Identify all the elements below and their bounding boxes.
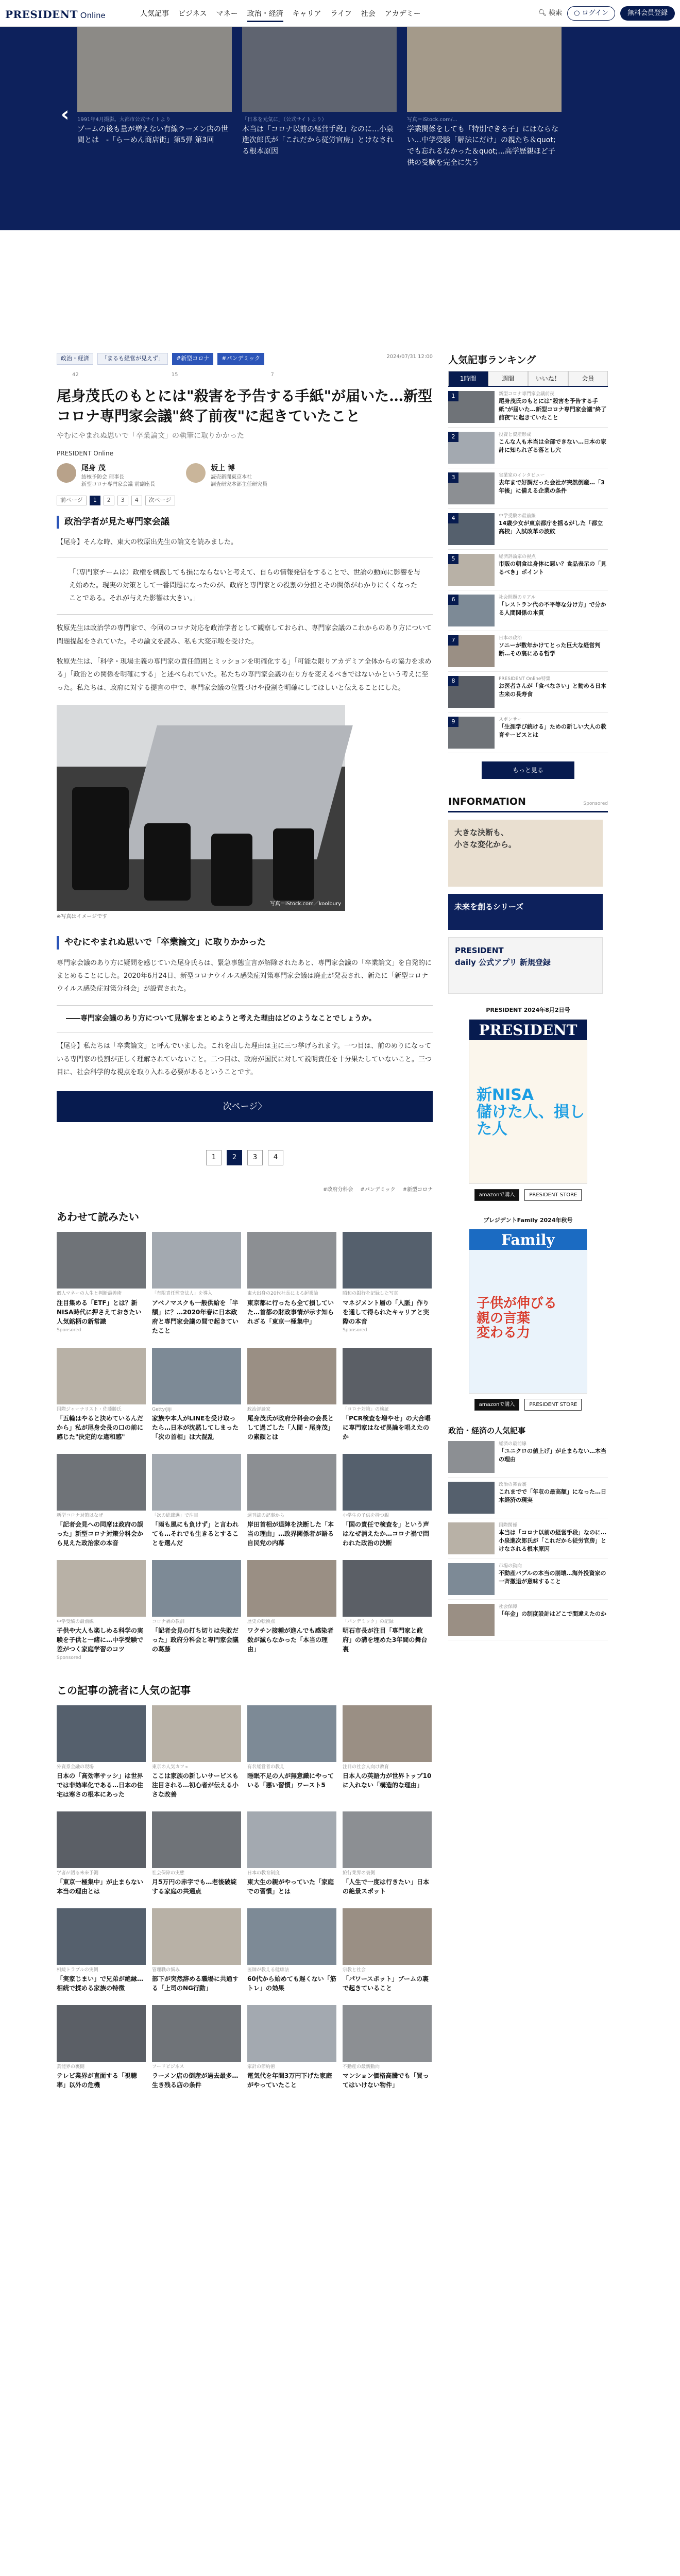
rank-title: 去年まで好調だった会社が突然倒産…「3年後」に備える企業の条件 — [499, 479, 605, 494]
rank-number: 2 — [448, 432, 458, 442]
article-card[interactable] — [247, 1811, 336, 1897]
card-title: ワクチン接種が進んでも感染者数が減らなかった「本当の理由」 — [247, 1627, 334, 1653]
card-image — [152, 1811, 241, 1868]
paragraph: 【尾身】私たちは「卒業論文」と呼んでいました。これを出した理由は主に三つ挙げられます。一つ目は、前のめりになっている専門家の役割が正しく理解されていないこと。二つ目は、政府が国民に対して説明責任を十分果たしていないこと。三つ目に、社会科学的な視点を取り入れる必要があるということです。 — [57, 1042, 432, 1077]
card-title: 「人生で一度は行きたい」日本の絶景スポット — [343, 1878, 430, 1895]
tab-members[interactable]: 会員 — [568, 371, 608, 386]
page-link[interactable]: 2 — [227, 1150, 242, 1165]
nav-item-business[interactable]: ビジネス — [178, 10, 207, 18]
page-link[interactable]: 2 — [104, 496, 114, 505]
nav-item-popular[interactable]: 人気記事 — [140, 10, 169, 18]
rank-number: 1 — [448, 391, 458, 401]
ad-banner[interactable]: 大きな決断も、 小さな変化から。 — [448, 820, 603, 887]
card-category: 医師が教える健康法 — [247, 1967, 290, 1973]
card-sponsored: Sponsored — [57, 1655, 81, 1661]
tag[interactable]: 政治・経済 — [57, 353, 93, 365]
article-card[interactable] — [343, 1560, 432, 1662]
politics-title: 「年金」の制度設計はどこで間違えたのか — [499, 1610, 606, 1617]
hero-card[interactable]: 1991年4月撮影。大都市公式サイトより ブームの後も量が増えない有線ラーメン店の世間とは -「らーめん商店街」第5弾 第3回 — [77, 27, 232, 146]
politics-list — [448, 1437, 608, 1640]
politics-thumbnail — [448, 1563, 495, 1595]
publish-date: 2024/07/31 12:00 — [386, 354, 433, 360]
card-image — [57, 1454, 146, 1511]
photo-credit: 写真＝iStock.com／koolbury — [269, 901, 341, 907]
rank-number: 3 — [448, 472, 458, 483]
carousel-prev-icon[interactable]: ‹ — [61, 103, 70, 126]
pager-prev[interactable]: 前ページ — [57, 496, 87, 505]
card-title: 「パワースポット」ブームの裏で起きていること — [343, 1975, 429, 1992]
ranking-item[interactable] — [448, 672, 608, 713]
card-title: 尾身茂氏が政府分科会の会長として過ごした「人間・尾身茂」の素顔とは — [247, 1414, 334, 1440]
page-link[interactable]: 4 — [131, 496, 142, 505]
article-card[interactable] — [152, 1454, 241, 1549]
card-image — [57, 1348, 146, 1404]
card-image — [152, 1908, 241, 1965]
bottom-hashtags — [57, 1186, 433, 1194]
article-card[interactable] — [57, 1560, 146, 1662]
ranking-title: 人気記事ランキング — [448, 354, 536, 366]
card-title: 「雨も風にも負けず」と言われても…それでも生きるとすることを選んだ — [152, 1520, 239, 1547]
article-subtitle: やむにやまれぬ思いで「卒業論文」の執筆に取りかかった — [57, 432, 244, 440]
tab-likes[interactable]: いいね！ — [528, 371, 568, 386]
card-category: 外資系金融の現場 — [57, 1764, 94, 1770]
card-category: 注目の社会人向け教育 — [343, 1764, 389, 1770]
rank-title: こんな人も本当は全部できない…日本の家計に知られざる落とし穴 — [499, 438, 606, 453]
article-card[interactable] — [247, 1454, 336, 1549]
card-image — [247, 1454, 336, 1511]
card-category: 学者が語る未来予測 — [57, 1870, 99, 1876]
rank-number: 6 — [448, 595, 458, 605]
site-logo[interactable]: PRESIDENT Online — [5, 8, 106, 21]
card-image — [247, 1348, 336, 1404]
card-image — [247, 1811, 336, 1868]
card-image — [247, 1232, 336, 1289]
rank-title: ソニーが数年かけてとった巨大な経営判断…その裏にある哲学 — [499, 641, 601, 657]
author[interactable]: 尾身 茂 結核予防会 理事長 新型コロナ専門家会議 前副座長 — [57, 463, 155, 488]
card-title: 「記者会見の打ち切りは失敗だった」政府分科会と専門家会議の葛藤 — [152, 1627, 239, 1653]
article-source: PRESIDENT Online — [57, 450, 113, 457]
article-card[interactable] — [343, 2005, 432, 2091]
card-title: テレビ業界が直面する「視聴率」以外の危機 — [57, 2072, 137, 2089]
card-category: 社会保障の実態 — [152, 1870, 185, 1876]
rank-meta: 日本の政治 — [499, 635, 522, 641]
card-image — [57, 1560, 146, 1617]
page-link[interactable]: 3 — [117, 496, 128, 505]
article-card[interactable] — [57, 1232, 146, 1336]
site-header — [0, 0, 680, 27]
card-category: 「パンデミック」の記録 — [343, 1619, 394, 1624]
card-category: 家計の節約術 — [247, 2064, 276, 2070]
rank-meta: PRESIDENT Online特集 — [499, 676, 551, 682]
card-category: 東京の人気カフェ — [152, 1764, 189, 1770]
article-card[interactable] — [343, 1811, 432, 1897]
politics-item[interactable] — [448, 1518, 608, 1559]
blockquote: 「（専門家チームは）政権を刺激しても損にならないと考えて、自らの情報発信をすることで、世論の動向に影響を与え始めた。現実の対策として一番問題になったのが、政府と専門家との役割の分担とその関係がわかりにくくなったことである。それが与えた影響は大きい。」 — [57, 557, 433, 615]
article-title: 尾身茂氏のもとには"殺害を予告する手紙"が届いた…新型コロナ専門家会議"終了前夜"に起きていたこと — [57, 387, 433, 425]
article-card[interactable] — [343, 1454, 432, 1549]
card-title: 電気代を年間3万円下げた家庭がやっていたこと — [247, 2072, 332, 2089]
rank-number: 8 — [448, 676, 458, 686]
avatar — [57, 463, 76, 483]
paragraph: 牧原先生は政治学の専門家で、今回のコロナ対応を政治学者として観察しておられ、専門家会議のこれからのあり方について問題提起をされていた。その論文を読み、私も大変示唆を受けた。 — [57, 624, 432, 646]
tab-hour[interactable]: 1時間 — [448, 371, 488, 386]
card-image — [57, 2005, 146, 2062]
ranking-tabs — [448, 371, 608, 387]
magazine-cover[interactable]: Family 子供が伸びる 親の言葉 変わる力 — [469, 1229, 587, 1394]
tag[interactable]: 「まるも経営が見えず」 — [97, 353, 168, 365]
card-title: 「国の責任で検査を」という声はなぜ消えたか…コロナ禍で問われた政治の決断 — [343, 1520, 430, 1547]
card-image — [152, 1560, 241, 1617]
article-card[interactable] — [152, 1560, 241, 1662]
politics-meta: 社会保障 — [499, 1604, 518, 1609]
article-card[interactable] — [57, 1454, 146, 1549]
card-image — [343, 1811, 432, 1868]
article-card[interactable] — [57, 1908, 146, 1994]
nav-item-academy[interactable]: アカデミー — [384, 10, 421, 18]
page-link[interactable]: 1 — [90, 496, 100, 505]
card-title: アベノマスクも一般供給を「半額」に？…2020年春に日本政府と専門家会議の間で起きていたこと — [152, 1299, 239, 1334]
paragraph: 【尾身】そんな時、東大の牧原出先生の論文を読みました。 — [57, 538, 238, 546]
hero-card[interactable]: 写真＝iStock.com/... 学業関係をしても「特別できる子」にはならない…中学受験「解法にだけ」の親たち＆quot;でも忘れるなかった＆quot;...高学歴親ほど子供の受験を完全に失う — [407, 27, 562, 168]
article-photo — [57, 705, 345, 911]
card-image — [152, 1454, 241, 1511]
politics-item[interactable] — [448, 1559, 608, 1600]
politics-title: 不動産バブルの本当の崩壊…海外投資家の一斉撤退が意味すること — [499, 1569, 606, 1585]
article-card[interactable] — [343, 1908, 432, 1994]
card-category: 「有限責任監査法人」を導入 — [152, 1291, 213, 1297]
politics-popular-title: 政治・経済の人気記事 — [448, 1426, 526, 1435]
card-category: 管理職の悩み — [152, 1967, 180, 1973]
card-category: 有名経営者の教え — [247, 1764, 285, 1770]
rank-meta: 経済評論家の視点 — [499, 554, 536, 560]
magazine-cover[interactable]: PRESIDENT 新NISA 儲けた人、損した人 — [469, 1019, 587, 1184]
card-category: 相続トラブルの実例 — [57, 1967, 98, 1973]
card-title: 「記者会見への同席は政府の誤った」新型コロナ対策分科会から見えた政治家の本音 — [57, 1520, 144, 1547]
card-category: フードビジネス — [152, 2064, 184, 2070]
tab-week[interactable]: 週間 — [488, 371, 529, 386]
card-category: 不動産の最新動向 — [343, 2064, 380, 2070]
article-main — [57, 353, 433, 2091]
article-card[interactable] — [247, 1705, 336, 1800]
rank-meta: 中学受験の最前線 — [499, 513, 536, 519]
authors — [57, 463, 433, 488]
magazine-heading: プレジデントFamily 2024年秋号 — [483, 1216, 573, 1224]
card-title: 睡眠不足の人が無意識にやっている「悪い習慣」ワースト5 — [247, 1772, 334, 1789]
card-title: 部下が突然辞める職場に共通する「上司のNG行動」 — [152, 1975, 239, 1992]
ranking-item[interactable] — [448, 550, 608, 590]
recommend-grid — [57, 1232, 433, 1662]
card-title: 「五輪はやると決めているんだから」私が尾身会長の口の前に感じた"決定的な違和感" — [57, 1414, 144, 1440]
card-title: 「実家じまい」で兄弟が絶縁…相続で揉める家族の特徴 — [57, 1975, 144, 1992]
tag[interactable]: #新型コロナ — [172, 353, 213, 365]
card-image — [152, 1348, 241, 1404]
article-card[interactable] — [57, 1811, 146, 1897]
card-image — [343, 1232, 432, 1289]
pager-bottom — [57, 1150, 433, 1165]
nav-item-society[interactable]: 社会 — [361, 10, 376, 18]
card-title: 東京都に行ったら全て損していた…首都の財政事情が示す知られざる「東京一極集中」 — [247, 1299, 334, 1325]
card-title: 家族や本人がLINEを受け取ったら…日本が沈黙してしまった「次の首相」は大混乱 — [152, 1414, 239, 1440]
rank-title: 14歳少女が東京都庁を揺るがした「都立高校」入試改革の波紋 — [499, 519, 603, 535]
article-card[interactable] — [343, 1348, 432, 1443]
rank-number: 4 — [448, 513, 458, 523]
section-heading: やむにやまれぬ思いで「卒業論文」に取りかかった — [57, 936, 433, 950]
card-category: 「次の総裁選」で注目 — [152, 1513, 199, 1518]
card-category: 宗教と社会 — [343, 1967, 366, 1973]
interview-question: ――専門家会議のあり方について見解をまとめようと考えた理由はどのようなことでしょうか。 — [57, 1005, 433, 1033]
card-image — [57, 1705, 146, 1762]
nav-item-money[interactable]: マネー — [216, 10, 238, 18]
card-category: 国際ジャーナリスト・佐藤勝氏 — [57, 1406, 122, 1412]
popular-grid — [57, 1705, 433, 2091]
amazon-button[interactable]: amazonで購入 — [474, 1189, 520, 1201]
avatar — [186, 463, 206, 483]
card-title: 「東京一極集中」が止まらない本当の理由とは — [57, 1878, 144, 1895]
card-sponsored: Sponsored — [57, 1327, 81, 1333]
card-image — [57, 1811, 146, 1868]
card-category: 政治評論家 — [247, 1406, 271, 1412]
section-heading: 政治学者が見た専門家会議 — [57, 516, 433, 529]
hero-image — [242, 27, 397, 112]
card-image — [152, 2005, 241, 2062]
rank-title: 「レストラン代の不平等な分け方」で分かる人間関係の本質 — [499, 601, 606, 616]
nav-item-life[interactable]: ライフ — [330, 10, 352, 18]
article-card[interactable] — [152, 1705, 241, 1800]
next-page-button[interactable]: 次ページ〉 — [57, 1091, 433, 1122]
rank-number: 9 — [448, 717, 458, 727]
share-count[interactable]: 7 — [270, 371, 274, 378]
politics-meta: 国際関係 — [499, 1522, 518, 1528]
photo-caption: ※写真はイメージです — [57, 914, 108, 920]
store-button[interactable]: PRESIDENT STORE — [524, 1189, 582, 1201]
card-category: 日本の教育制度 — [247, 1870, 280, 1876]
politics-thumbnail — [448, 1441, 495, 1473]
card-title: 「PCR検査を増やせ」の大合唱に専門家はなぜ異論を唱えたのか — [343, 1414, 431, 1440]
hero-carousel — [0, 27, 680, 230]
politics-meta: 経済の最前線 — [499, 1441, 527, 1447]
ranking-item[interactable] — [448, 713, 608, 753]
tag[interactable]: #パンデミック — [217, 353, 264, 365]
politics-title: 「ユニクロの値上げ」が止まらない…本当の理由 — [499, 1447, 606, 1463]
nav-item-career[interactable]: キャリア — [292, 10, 321, 18]
card-sponsored: Sponsored — [343, 1327, 367, 1333]
article-card[interactable] — [247, 2005, 336, 2091]
politics-item[interactable] — [448, 1478, 608, 1518]
card-category: 新型コロナ対策はなぜ — [57, 1513, 104, 1518]
card-category: 昭和の銀行を記録した写真 — [343, 1291, 399, 1297]
ranking-list — [448, 387, 608, 753]
article-card[interactable] — [343, 1232, 432, 1336]
article-card[interactable] — [57, 2005, 146, 2091]
ad-banner[interactable]: 未来を創るシリーズ — [448, 894, 603, 930]
politics-thumbnail — [448, 1604, 495, 1636]
rank-title: お医者さんが「食べなさい」と勧める日本古来の長寿食 — [499, 682, 606, 698]
page-link[interactable]: 1 — [206, 1150, 222, 1165]
article-card[interactable] — [152, 1348, 241, 1443]
politics-thumbnail — [448, 1482, 495, 1514]
rank-meta: スポンサー — [499, 717, 522, 722]
rank-meta: 社会問題のリアル — [499, 595, 536, 600]
card-category: 「コロナ対策」の検証 — [343, 1406, 389, 1412]
search-button[interactable]: 🔍︎ 検索 — [538, 9, 563, 17]
card-title: 60代から始めても遅くない「筋トレ」の効果 — [247, 1975, 336, 1992]
ranking-item[interactable] — [448, 631, 608, 672]
card-image — [343, 1454, 432, 1511]
ranking-item[interactable] — [448, 387, 608, 428]
pager-top — [57, 496, 433, 505]
card-category: コロナ禍の教訓 — [152, 1619, 185, 1624]
rank-title: 尾身茂氏のもとには"殺害を予告する手紙"が届いた…新型コロナ専門家会議"終了前夜"に起きていたこと — [499, 397, 607, 421]
card-image — [343, 2005, 432, 2062]
card-title: マンション価格高騰でも「買ってはいけない物件」 — [343, 2072, 429, 2089]
article-tags — [57, 353, 433, 365]
ranking-item[interactable] — [448, 590, 608, 631]
article-card[interactable] — [247, 1560, 336, 1662]
politics-item[interactable] — [448, 1600, 608, 1640]
article-card[interactable] — [247, 1348, 336, 1443]
card-category: 中学受験の最前線 — [57, 1619, 94, 1624]
rank-title: 市販の朝食は身体に悪い？食品表示の「見るべき」ポイント — [499, 560, 606, 575]
politics-meta: 市場の動向 — [499, 1563, 522, 1569]
share-count[interactable]: 42 — [72, 371, 79, 378]
share-counts — [57, 371, 433, 379]
ranking-item[interactable] — [448, 468, 608, 509]
card-image — [343, 1348, 432, 1404]
card-image — [247, 1560, 336, 1617]
article-card[interactable] — [247, 1908, 336, 1994]
pager-next[interactable]: 次ページ — [145, 496, 175, 505]
card-category: Getty/Jiji — [152, 1406, 172, 1412]
login-button[interactable]: ○ ログイン — [567, 6, 615, 21]
article-card[interactable] — [152, 2005, 241, 2091]
card-category: 週刊誌の記事から — [247, 1513, 285, 1518]
hero-card[interactable]: 「日本を元気に」（公式サイトより） 本当は「コロナ以前の経営手段」なのに…小泉進次郎氏が「これだから従労官房」とけなされる根本原因 — [242, 27, 397, 158]
card-image — [57, 1908, 146, 1965]
article-card[interactable] — [57, 1705, 146, 1800]
card-category: 小学生の子供を持つ親 — [343, 1513, 389, 1518]
card-title: 注目集める「ETF」とは？新NISA時代に押さえておきたい人気銘柄の新常識 — [57, 1299, 142, 1325]
politics-title: これまでで「年収の最高額」になった…日本経済の現実 — [499, 1488, 606, 1503]
ad-banner[interactable]: PRESIDENT daily 公式アプリ 新規登録 — [448, 937, 603, 994]
card-title: 明石市長が注目「専門家と政府」の溝を埋めた3年間の舞台裏 — [343, 1627, 428, 1653]
hashtag[interactable]: #パンデミック — [360, 1187, 396, 1193]
article-card[interactable] — [343, 1705, 432, 1800]
store-button[interactable]: PRESIDENT STORE — [524, 1399, 582, 1411]
ranking-item[interactable] — [448, 509, 608, 550]
author[interactable]: 坂上 博 読売新聞東京本社 調査研究本部主任研究員 — [186, 463, 267, 488]
card-category: 旅行業界の裏側 — [343, 1870, 376, 1876]
card-title: 日本の「高効率サッシ」は世界では非効率化である…日本の住宅は寒さの根本にあった — [57, 1772, 144, 1798]
hashtag[interactable]: #新型コロナ — [402, 1187, 433, 1193]
card-category: 個人マネーの人生と判断最善術 — [57, 1291, 122, 1297]
card-title: 子供や大人も楽しめる科学の実験を子供と一緒に…中学受験で差がつく家庭学習のコツ — [57, 1627, 144, 1653]
card-image — [152, 1232, 241, 1289]
card-title: ラーメン店の倒産が過去最多…生き残る店の条件 — [152, 2072, 239, 2089]
article-card[interactable] — [57, 1348, 146, 1443]
article-card[interactable] — [152, 1811, 241, 1897]
hero-image — [407, 27, 562, 112]
ranking-item[interactable] — [448, 428, 608, 468]
card-image — [247, 2005, 336, 2062]
card-image — [57, 1232, 146, 1289]
card-title: 月5万円の赤字でも…老後破綻する家庭の共通点 — [152, 1878, 237, 1895]
card-image — [247, 1705, 336, 1762]
article-card[interactable] — [247, 1232, 336, 1336]
politics-meta: 政治の舞台裏 — [499, 1482, 527, 1487]
more-button[interactable]: もっと見る — [482, 761, 574, 779]
article-card[interactable] — [152, 1232, 241, 1336]
information-heading: INFORMATION Sponsored — [448, 794, 608, 813]
recommend-title: あわせて読みたい — [57, 1211, 139, 1224]
politics-item[interactable] — [448, 1437, 608, 1478]
global-nav — [140, 9, 421, 22]
rank-meta: 新型コロナ専門家会議前夜 — [499, 391, 555, 397]
amazon-button[interactable]: amazonで購入 — [474, 1399, 520, 1411]
paragraph: 牧原先生は、「科学・現場主義の専門家の責任範囲とミッションを明確化する」「可能な限りアカデミア全体からの協力を求める」「政治との関係を明確にする」と述べられていた。私たちの専門家会議の在り方を変えるべきではないかという考えに至った。私たちは、政府に対する提言の中で、専門家会議の位置づけや役割を明確にしてほしいと伝えることにした。 — [57, 658, 432, 692]
share-count[interactable]: 15 — [171, 371, 178, 378]
card-category: 東大出身の20代社長による起業論 — [247, 1291, 318, 1297]
rank-meta: 実業家のインタビュー — [499, 472, 545, 478]
register-button[interactable]: 無料会員登録 — [620, 6, 675, 21]
sidebar — [448, 353, 608, 1640]
card-image — [343, 1908, 432, 1965]
hero-image — [77, 27, 232, 112]
card-image — [343, 1560, 432, 1617]
magazine-heading: PRESIDENT 2024年8月2日号 — [486, 1007, 570, 1013]
card-category: 芸能界の裏側 — [57, 2064, 85, 2070]
paragraph: 専門家会議のあり方に疑問を感じていた尾身氏らは、緊急事態宣言が解除されたあと、専門家会議の「卒業論文」を自発的にまとめることにした。2020年6月24日、新型コロナウイルス感染症対策専門家会議は廃止が発表され、新たに「新型コロナウイルス感染症対策分科会」が設置された。 — [57, 959, 432, 993]
hashtag[interactable]: #政府分科会 — [323, 1187, 353, 1193]
rank-title: 「生涯学び続ける」ための新しい大人の教育サービスとは — [499, 723, 606, 738]
rank-meta: 投資と資産形成 — [499, 432, 532, 437]
card-category: 歴史の転換点 — [247, 1619, 276, 1624]
politics-title: 本当は「コロナ以前の経営手段」なのに…小泉進次郎氏が「これだから従労官房」とけなされる根本原因 — [499, 1529, 606, 1552]
popular-title: この記事の読者に人気の記事 — [57, 1684, 191, 1697]
rank-number: 5 — [448, 554, 458, 564]
card-title: 東大生の親がやっていた「家庭での習慣」とは — [247, 1878, 334, 1895]
user-icon: ○ — [574, 9, 580, 17]
card-image — [343, 1705, 432, 1762]
page-link[interactable]: 3 — [247, 1150, 263, 1165]
card-image — [247, 1908, 336, 1965]
card-title: 岸田首相が退陣を決断した「本当の理由」…政界関係者が語る自民党の内幕 — [247, 1520, 334, 1547]
card-title: 日本人の英語力が世界トップ10に入れない「構造的な理由」 — [343, 1772, 432, 1789]
card-title: ここは家族の新しいサービスも注目される…初心者が伝える小さな改善 — [152, 1772, 239, 1798]
article-card[interactable] — [152, 1908, 241, 1994]
card-image — [152, 1705, 241, 1762]
card-title: マネジメント層の「人脈」作りを通して得られたキャリアと実際の本音 — [343, 1299, 430, 1325]
politics-thumbnail — [448, 1522, 495, 1554]
search-icon: 🔍︎ — [538, 9, 547, 17]
page-link[interactable]: 4 — [268, 1150, 283, 1165]
rank-number: 7 — [448, 635, 458, 646]
nav-item-politics[interactable]: 政治・経済 — [247, 9, 283, 22]
